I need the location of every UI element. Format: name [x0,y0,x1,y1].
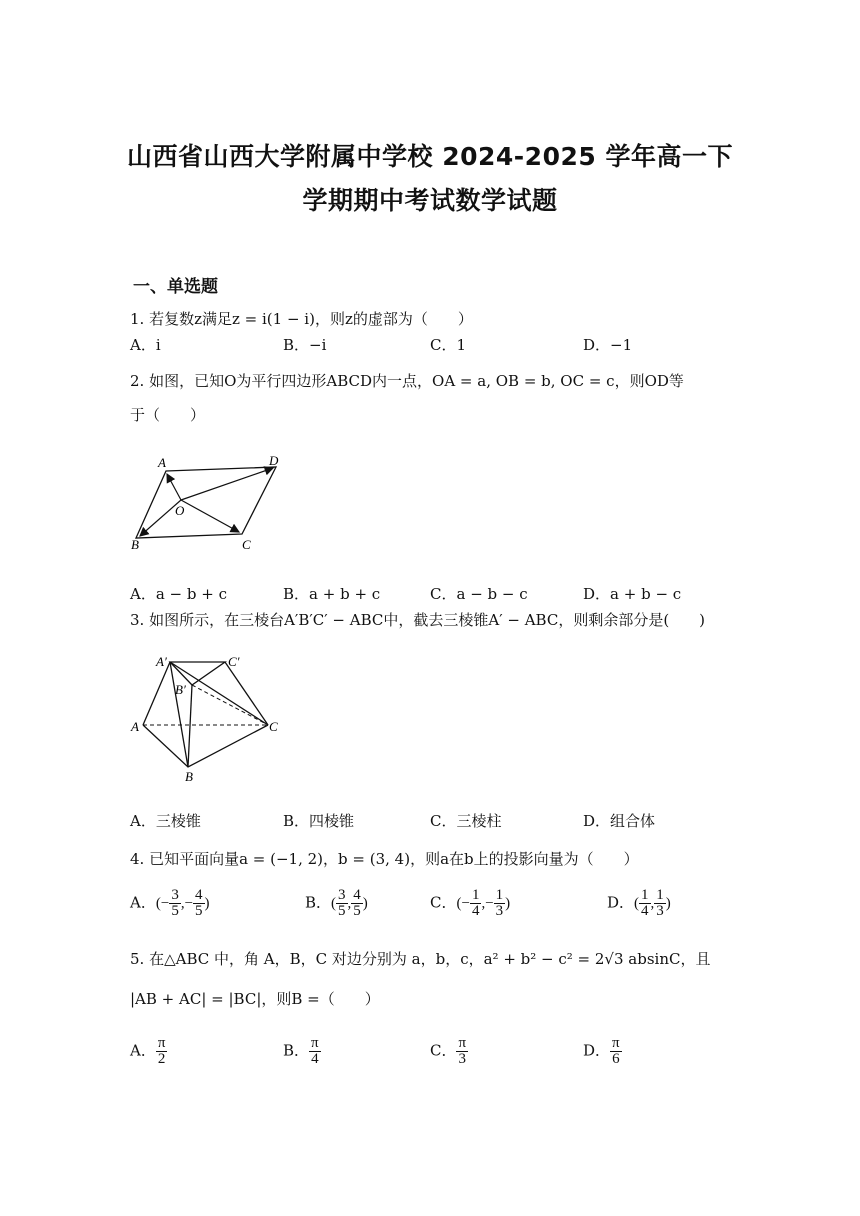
question-3-option-d: D．组合体 [583,812,656,830]
question-5-option-c: C． $\frac{\pi}{3}$ [430,1035,467,1067]
question-5-text-line2: |AB + AC| = |BC|，则B =（ ） [130,990,380,1008]
figure-label-c-prime: C′ [228,654,240,669]
figure-label-c-base: C [269,719,278,734]
figure-label-c: C [242,537,251,552]
question-4-option-d: D．( $\frac{1}{4}$ , $\frac{1}{3}$ ) [607,887,671,919]
question-1-option-a: A．i [130,336,161,354]
figure-label-b: B [131,537,139,552]
question-3-option-a: A．三棱锥 [130,812,201,830]
question-3-number: 3. [130,611,145,629]
question-3-text: 如图所示，在三棱台A′B′C′ − ABC中，截去三棱锥A′ − ABC，则剩余部分是( ) [149,611,706,629]
figure-label-o: O [175,503,185,518]
question-3-option-b: B．四棱锥 [283,812,355,830]
frustum-figure [128,650,288,785]
question-2-text-line1: 如图，已知O为平行四边形ABCD内一点，OA = a, OB = b, OC = c，则OD等 [149,372,684,390]
question-4-option-a: A．(− $\frac{3}{5}$ ,− $\frac{4}{5}$ ) [130,887,210,919]
figure-label-a-prime: A′ [156,654,167,669]
question-5 [130,949,710,969]
figure-label-a: A [158,455,166,470]
question-4-text: 已知平面向量a = (−1, 2)，b = (3, 4)，则a在b上的投影向量为（ ） [149,850,639,868]
question-5-option-a: A． $\frac{\pi}{2}$ [130,1035,166,1067]
question-1-option-d: D．−1 [583,336,633,354]
exam-title-line2: 学期期中考试数学试题 [302,186,558,215]
question-5-text-line1: 在△ABC 中，角 A，B，C 对边分别为 a，b，c，a² + b² − c² = 2√3 absinC，且 [149,950,711,968]
question-4 [130,849,639,869]
figure-label-b-base: B [185,769,193,784]
question-3 [130,610,705,630]
question-1 [130,309,473,329]
figure-label-b-prime: B′ [175,682,186,697]
question-5-number: 5. [130,950,145,968]
question-5-option-d: D． $\frac{\pi}{6}$ [583,1035,620,1067]
question-4-number: 4. [130,850,145,868]
question-2-option-d: D．a + b − c [583,585,682,603]
question-5-option-b: B． $\frac{\pi}{4}$ [283,1035,319,1067]
question-2-option-a: A．a − b + c [130,585,227,603]
exam-title-line1: 山西省山西大学附属中学校 2024-2025 学年高一下 [127,142,733,171]
figure-label-d: D [269,453,279,468]
question-2-option-c: C．a − b − c [430,585,528,603]
figure-label-a-base: A [131,719,139,734]
question-4-option-b: B．( $\frac{3}{5}$ , $\frac{4}{5}$ ) [305,887,368,919]
question-1-option-b: B．−i [283,336,327,354]
question-1-text: 若复数z满足z = i(1 − i)，则z的虚部为（ ） [149,310,473,328]
parallelogram-figure [128,452,288,552]
question-2-number: 2. [130,372,145,390]
question-1-number: 1. [130,310,145,328]
question-3-option-c: C．三棱柱 [430,812,502,830]
question-2-option-b: B．a + b + c [283,585,381,603]
question-2 [130,371,684,391]
section-heading: 一、单选题 [133,277,218,297]
question-2-text-line2: 于（ ） [130,406,206,424]
question-4-option-c: C．(− $\frac{1}{4}$ ,− $\frac{1}{3}$ ) [430,887,511,919]
question-1-option-c: C．1 [430,336,467,354]
